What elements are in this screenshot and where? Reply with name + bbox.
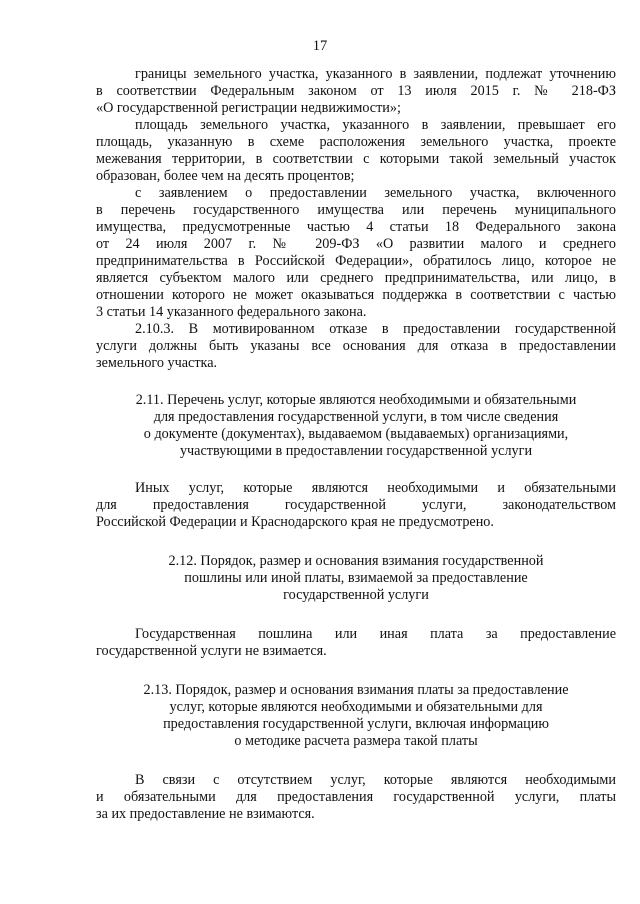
heading-line: о документе (документах), выдаваемом (выдаваемых) организациями,: [143, 426, 569, 442]
spacer: [96, 531, 616, 553]
document-body: [96, 66, 616, 823]
text-line: границы земельного участка, указанного в заявлении, подлежат уточнению: [135, 66, 616, 82]
spacer: [96, 372, 616, 392]
text-line: услуги должны быть указаны все основания для отказа в предоставлении: [96, 338, 616, 354]
heading-line: государственной услуги: [283, 587, 429, 603]
paragraph-no-payment: [96, 772, 616, 823]
section-heading-2-12: [96, 553, 616, 604]
text-line: земельного участка.: [96, 355, 218, 371]
text-line: в перечень государственного имущества или перечень муниципального: [96, 202, 616, 218]
text-line: 2.10.3. В мотивированном отказе в предоставлении государственной: [135, 321, 616, 337]
text-line: «О государственной регистрации недвижимости»;: [96, 100, 401, 116]
text-line: государственной услуги не взимается.: [96, 643, 327, 659]
heading-line: о методике расчета размера такой платы: [234, 733, 478, 749]
spacer: [96, 750, 616, 772]
text-line: Иных услуг, которые являются необходимыми и обязательными: [135, 480, 616, 496]
paragraph-2-10-3: [96, 321, 616, 372]
text-line: предпринимательства в Российской Федерации», обратилось лицо, которое не: [96, 253, 616, 269]
spacer: [96, 604, 616, 626]
heading-line: предоставления государственной услуги, включая информацию: [163, 716, 549, 732]
heading-line: для предоставления государственной услуги, в том числе сведения: [153, 409, 559, 425]
text-line: является субъектом малого или среднего предпринимательства, или лицо, в: [96, 270, 616, 286]
text-line: межевания территории, в соответствии с которыми такой земельный участок: [96, 151, 616, 167]
heading-line: участвующими в предоставлении государственной услуги: [179, 443, 533, 459]
text-line: площадь, указанную в схеме расположения земельного участка, проекте: [96, 134, 616, 150]
paragraph-small-business: [96, 185, 616, 321]
text-line: образован, более чем на десять процентов;: [96, 168, 355, 184]
heading-line: услуг, которые являются необходимыми и обязательными для: [169, 699, 543, 715]
heading-line: 2.13. Порядок, размер и основания взимания платы за предоставление: [143, 682, 569, 698]
paragraph-area-excess: [96, 117, 616, 185]
section-heading-2-11: [96, 392, 616, 460]
heading-line: 2.12. Порядок, размер и основания взимания государственной: [168, 553, 544, 569]
text-line: имущества, предусмотренные частью 4 статьи 18 Федерального закона: [96, 219, 616, 235]
section-heading-2-13: [96, 682, 616, 750]
text-line: с заявлением о предоставлении земельного участка, включенного: [135, 185, 616, 201]
heading-line: 2.11. Перечень услуг, которые являются необходимыми и обязательными: [135, 392, 577, 408]
paragraph-no-fee: [96, 626, 616, 660]
text-line: в соответствии Федеральным законом от 13 июля 2015 г. № 218-ФЗ: [96, 83, 616, 99]
heading-line: пошлины или иной платы, взимаемой за предоставление: [184, 570, 528, 586]
text-line: Российской Федерации и Краснодарского края не предусмотрено.: [96, 514, 494, 530]
text-line: и обязательными для предоставления государственной услуги, платы: [96, 789, 616, 805]
page-number: 17: [312, 38, 328, 54]
text-line: для предоставления государственной услуги, законодательством: [96, 497, 616, 513]
paragraph-boundaries: [96, 66, 616, 117]
spacer: [96, 660, 616, 682]
text-line: площадь земельного участка, указанного в заявлении, превышает его: [135, 117, 616, 133]
text-line: отношении которого не может оказываться поддержка в соответствии с частью: [96, 287, 616, 303]
text-line: 3 статьи 14 указанного федерального закона.: [96, 304, 367, 320]
text-line: за их предоставление не взимаются.: [96, 806, 315, 822]
text-line: Государственная пошлина или иная плата за предоставление: [135, 626, 616, 642]
text-line: В связи с отсутствием услуг, которые являются необходимыми: [135, 772, 616, 788]
spacer: [96, 460, 616, 480]
paragraph-no-other-services: [96, 480, 616, 531]
text-line: от 24 июля 2007 г. № 209-ФЗ «О развитии малого и среднего: [96, 236, 616, 252]
